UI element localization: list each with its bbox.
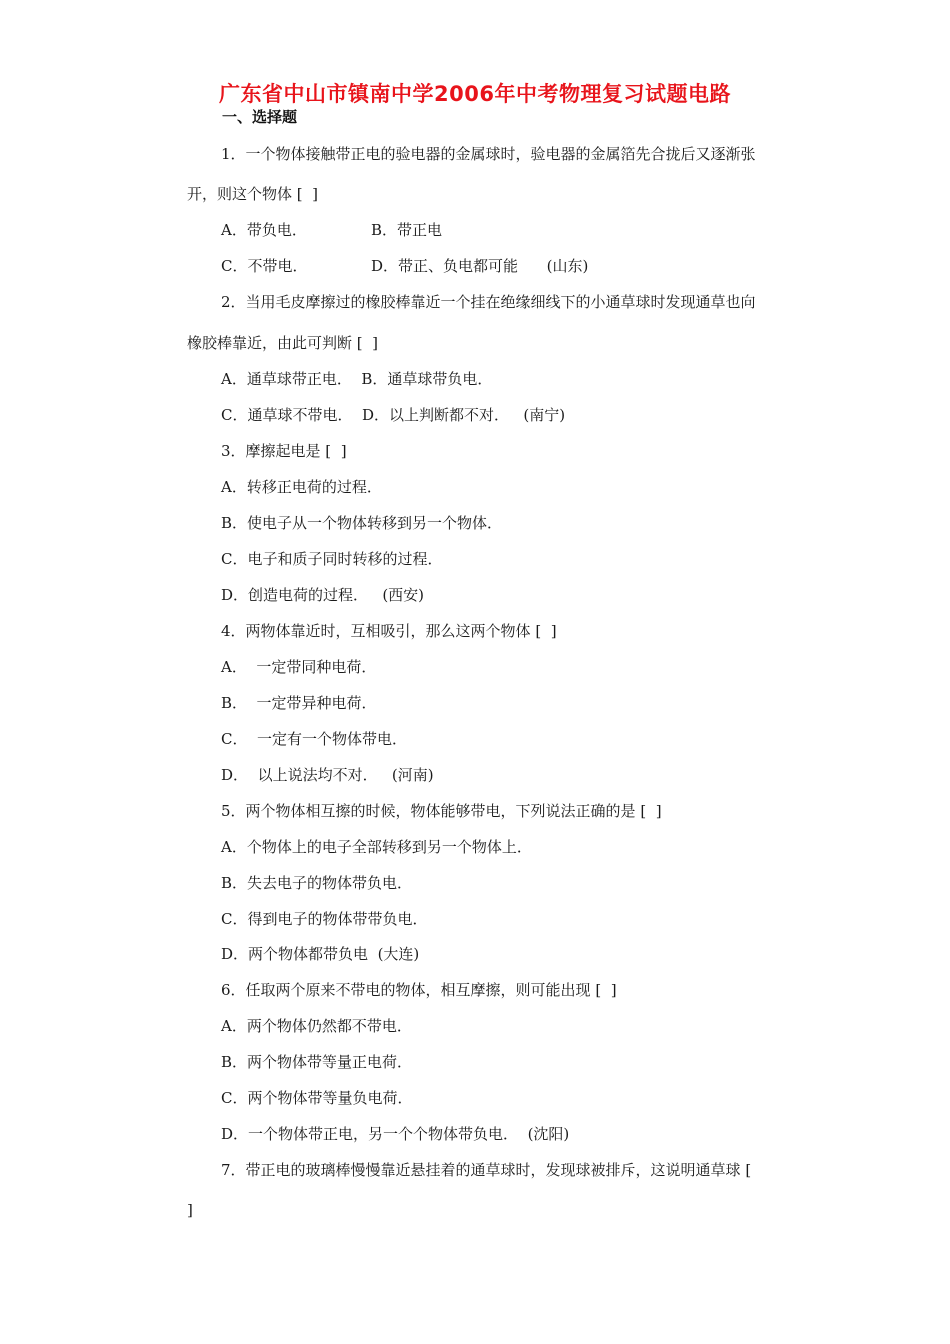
document-title: 广东省中山市镇南中学2006年中考物理复习试题电路 — [219, 82, 731, 106]
section-heading: 一、选择题 — [222, 108, 298, 126]
q7-stem-line1: 7．带正电的玻璃棒慢慢靠近悬挂着的通草球时，发现球被排斥，这说明通草球 [ — [221, 1161, 752, 1179]
q1-option-b: B．带正电 — [371, 221, 443, 239]
q3-option-b: B．使电子从一个物体转移到另一个物体． — [221, 514, 503, 532]
q1-stem-line1: 1．一个物体接触带正电的验电器的金属球时，验电器的金属箔先合拢后又逐渐张 — [221, 145, 756, 163]
q3-option-a: A．转移正电荷的过程． — [221, 478, 382, 496]
q2-options-ab: A．通草球带正电． B．通草球带负电． — [221, 370, 493, 388]
q6-stem: 6．任取两个原来不带电的物体，相互摩擦，则可能出现 [ ] — [221, 981, 617, 999]
q5-option-d: D．两个物体都带负电 (大连) — [221, 945, 420, 963]
q4-option-a: A． 一定带同种电荷． — [221, 658, 377, 676]
q6-option-b: B．两个物体带等量正电荷． — [221, 1053, 413, 1071]
q3-option-c: C．电子和质子同时转移的过程． — [221, 550, 443, 568]
q2-stem-line1: 2．当用毛皮摩擦过的橡胶棒靠近一个挂在绝缘细线下的小通草球时发现通草也向 — [221, 293, 756, 311]
q1-option-c: C．不带电． — [221, 257, 308, 275]
q3-option-d: D．创造电荷的过程． (西安) — [221, 586, 425, 604]
q4-option-c: C． 一定有一个物体带电． — [221, 730, 408, 748]
q6-option-d: D．一个物体带正电，另一个个物体带负电． (沈阳) — [221, 1125, 570, 1143]
q5-stem: 5．两个物体相互擦的时候，物体能够带电，下列说法正确的是 [ ] — [221, 802, 662, 820]
q4-option-d: D． 以上说法均不对． (河南) — [221, 766, 434, 784]
q4-option-b: B． 一定带异种电荷． — [221, 694, 377, 712]
q1-option-a: A．带负电． — [221, 221, 307, 239]
q4-stem: 4．两物体靠近时，互相吸引，那么这两个物体 [ ] — [221, 622, 557, 640]
q1-option-d: D．带正、负电都可能 (山东) — [371, 257, 589, 275]
q2-options-cd: C．通草球不带电． D．以上判断都不对． (南宁) — [221, 406, 566, 424]
q6-option-a: A．两个物体仍然都不带电． — [221, 1017, 412, 1035]
q2-stem-line2: 橡胶棒靠近，由此可判断 [ ] — [187, 334, 379, 352]
q3-stem: 3．摩擦起电是 [ ] — [221, 442, 347, 460]
q5-option-a: A．个物体上的电子全部转移到另一个物体上． — [221, 838, 532, 856]
q6-option-c: C．两个物体带等量负电荷． — [221, 1089, 413, 1107]
q1-stem-line2: 开，则这个物体 [ ] — [187, 185, 319, 203]
q7-stem-line2: ] — [187, 1201, 193, 1219]
q5-option-b: B．失去电子的物体带负电． — [221, 874, 413, 892]
q5-option-c: C．得到电子的物体带带负电． — [221, 910, 428, 928]
